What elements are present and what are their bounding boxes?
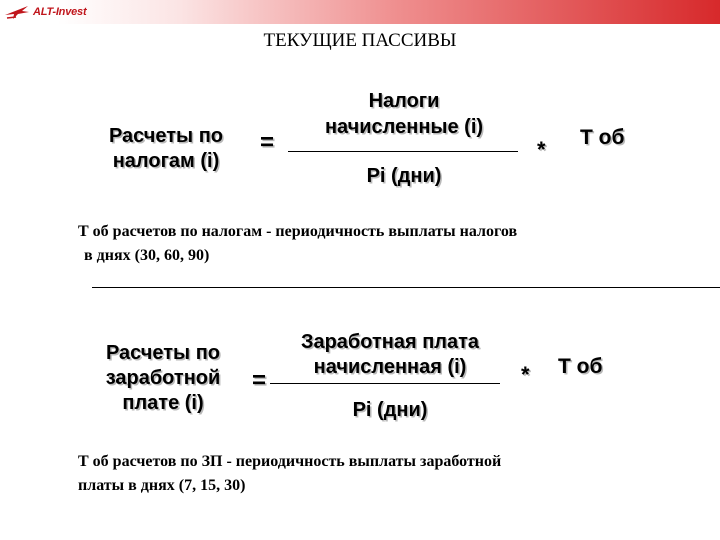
formula1-times: * <box>537 137 546 162</box>
formula2-denominator: Pi (дни) <box>352 399 428 421</box>
formula2-numerator <box>276 330 504 380</box>
note2-line2: платы в днях (7, 15, 30) <box>78 477 246 494</box>
formula2-fraction-line <box>270 383 500 384</box>
formula1-equals: = <box>260 129 275 156</box>
note1-line1: Т об расчетов по налогам - периодичность выплаты налогов <box>78 223 518 240</box>
formula2-equals: = <box>252 367 267 394</box>
logo-text: ALT-Invest <box>33 6 87 18</box>
note1 <box>78 220 698 268</box>
formula2-lhs <box>90 341 236 416</box>
section-divider <box>92 287 720 288</box>
page-title: ТЕКУЩИЕ ПАССИВЫ <box>263 30 457 51</box>
header-bar <box>0 0 720 24</box>
formula2-factor: Т об <box>558 355 603 378</box>
formula1-lhs-line1: Расчеты по <box>108 125 223 147</box>
note1-line2: в днях (30, 60, 90) <box>84 247 210 264</box>
airplane-logo-icon <box>4 3 30 21</box>
formula1-denominator: Pi (дни) <box>366 165 442 187</box>
formula1-lhs-line2: налогам (i) <box>112 150 220 172</box>
note2 <box>78 450 698 498</box>
formula2-lhs-line1: Расчеты по <box>105 342 220 364</box>
formula1-numerator <box>290 88 518 140</box>
formula1-num-line2: начисленные (i) <box>324 116 484 138</box>
logo <box>4 3 86 21</box>
formula1-factor: Т об <box>580 126 625 149</box>
formula2-lhs-line3: плате (i) <box>122 392 204 414</box>
note2-line1: Т об расчетов по ЗП - периодичность выплаты заработной <box>78 453 502 470</box>
formula1-num-line1: Налоги <box>368 90 440 112</box>
formula2-lhs-line2: заработной <box>105 367 221 389</box>
formula2-num-line2: начисленная (i) <box>313 356 467 378</box>
formula2-times: * <box>521 362 530 387</box>
formula1-lhs <box>92 124 240 174</box>
formula2-num-line1: Заработная плата <box>300 331 480 353</box>
formula1-fraction-line <box>288 151 518 152</box>
